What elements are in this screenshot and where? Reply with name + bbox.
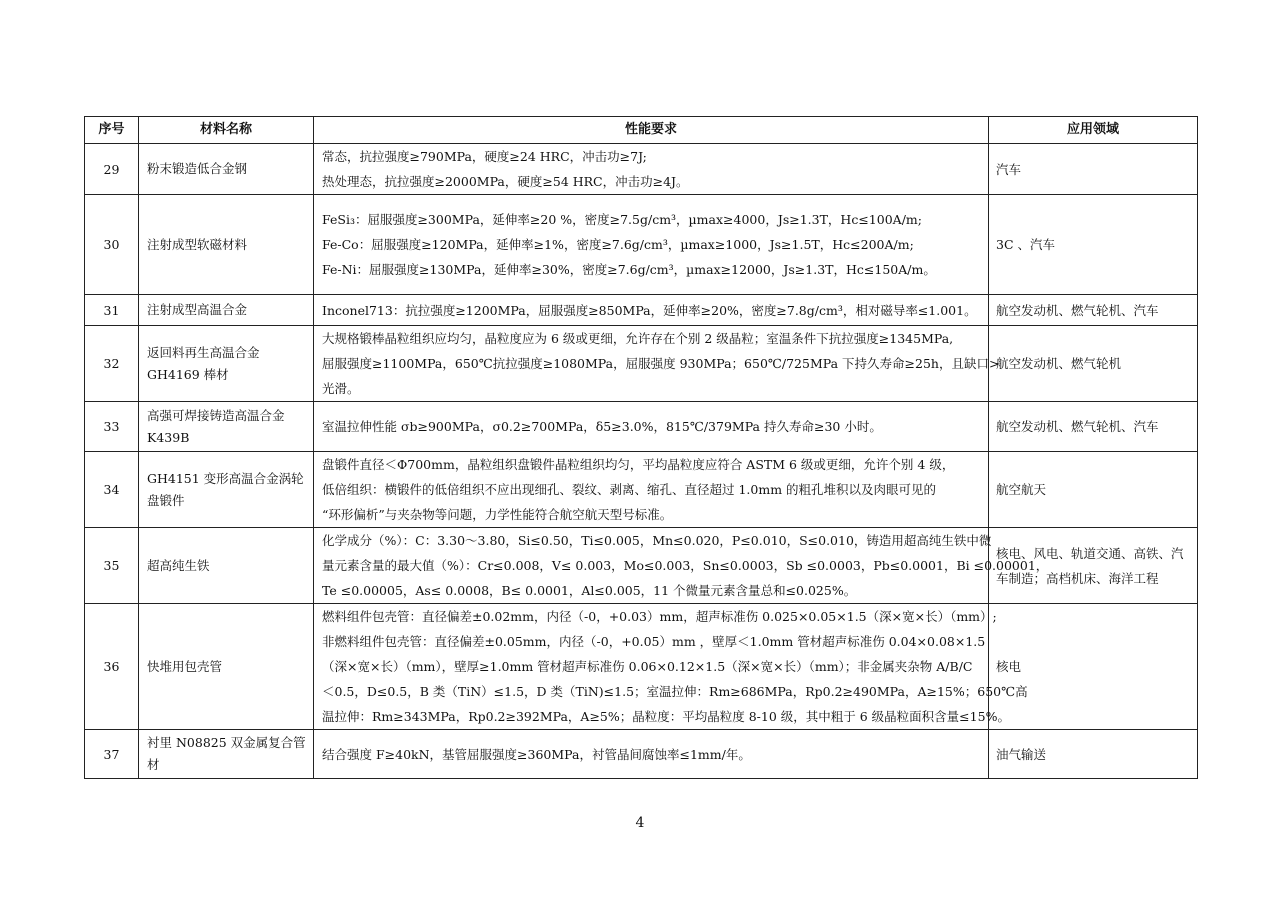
materials-table <box>84 116 1198 779</box>
performance-line: 屈服强度≥1100MPa，650℃抗拉强度≥1080MPa，屈服强度 930MPa；650℃/725MPa 下持久寿命≥25h，且缺口> <box>322 356 1000 371</box>
header-application: 应用领域 <box>989 117 1198 144</box>
performance-line: 低倍组织：横锻件的低倍组织不应出现细孔、裂纹、剥离、缩孔、直径超过 1.0mm 的粗孔堆积以及肉眼可见的 <box>322 482 937 497</box>
row-number: 34 <box>85 452 139 528</box>
row-number: 36 <box>85 604 139 730</box>
header-performance: 性能要求 <box>314 117 989 144</box>
application-field: 油气输送 <box>989 730 1198 779</box>
performance-line: Fe-Co：屈服强度≥120MPa，延伸率≥1%，密度≥7.6g/cm³，µmax≥1000，Js≥1.5T，Hc≤200A/m; <box>322 237 914 252</box>
performance-requirements <box>314 195 989 295</box>
performance-line: 大规格锻棒晶粒组织应均匀，晶粒度应为 6 级或更细，允许存在个别 2 级晶粒；室温条件下抗拉强度≥1345MPa, <box>322 331 954 346</box>
performance-requirements <box>314 730 989 779</box>
performance-requirements <box>314 326 1000 402</box>
performance-line: ＜0.5，D≤0.5，B 类（TiN）≤1.5，D 类（TiN)≤1.5；室温拉伸：Rm≥686MPa，Rp0.2≥490MPa，A≥15%；650℃高 <box>322 684 1028 699</box>
row-number: 35 <box>85 528 139 604</box>
performance-line: 光滑。 <box>322 381 360 396</box>
performance-line: 燃料组件包壳管：直径偏差±0.02mm，内径（-0，+0.03）mm，超声标准伤 0.025×0.05×1.5（深×宽×长）（mm）; <box>322 609 997 624</box>
header-material-name: 材料名称 <box>139 117 314 144</box>
performance-line: “环形偏析”与夹杂物等问题，力学性能符合航空航天型号标准。 <box>322 507 673 522</box>
application-field: 3C 、汽车 <box>989 195 1198 295</box>
application-field: 核电 <box>989 604 1198 730</box>
application-field: 航空发动机、燃气轮机、汽车 <box>989 295 1198 326</box>
table-row <box>85 195 1198 295</box>
performance-requirements <box>314 402 989 452</box>
material-name: 快堆用包壳管 <box>139 604 314 730</box>
application-field: 核电、风电、轨道交通、高铁、汽车制造；高档机床、海洋工程 <box>989 528 1198 604</box>
row-number: 37 <box>85 730 139 779</box>
performance-line: Fe-Ni：屈服强度≥130MPa，延伸率≥30%，密度≥7.6g/cm³，µmax≥12000，Js≥1.3T，Hc≤150A/m。 <box>322 262 936 277</box>
header-no: 序号 <box>85 117 139 144</box>
performance-line: 常态，抗拉强度≥790MPa，硬度≥24 HRC，冲击功≥7J; <box>322 149 647 164</box>
performance-requirements <box>314 144 989 195</box>
performance-line: 化学成分（%）：C：3.30～3.80，Si≤0.50，Ti≤0.005，Mn≤0.020，P≤0.010，S≤0.010，铸造用超高纯生铁中微 <box>322 533 992 548</box>
material-name: 注射成型高温合金 <box>139 295 314 326</box>
row-number: 33 <box>85 402 139 452</box>
performance-requirements <box>314 528 1049 604</box>
performance-requirements <box>314 452 989 528</box>
table-header-row <box>85 117 1198 144</box>
performance-line: Inconel713：抗拉强度≥1200MPa，屈服强度≥850MPa，延伸率≥20%，密度≥7.8g/cm³，相对磁导率≤1.001。 <box>322 302 977 318</box>
material-name: 粉末锻造低合金钢 <box>139 144 314 195</box>
performance-line: 室温拉伸性能 σb≥900MPa，σ0.2≥700MPa，δ5≥3.0%，815℃/379MPa 持久寿命≥30 小时。 <box>322 419 882 434</box>
material-name: 超高纯生铁 <box>139 528 314 604</box>
performance-line: 盘锻件直径＜Φ700mm，晶粒组织盘锻件晶粒组织均匀，平均晶粒度应符合 ASTM 6 级或更细，允许个别 4 级， <box>322 457 955 472</box>
row-number: 31 <box>85 295 139 326</box>
table-row <box>85 528 1198 604</box>
table-row <box>85 730 1198 779</box>
application-field: 航空发动机、燃气轮机 <box>989 326 1198 402</box>
table-row <box>85 604 1198 730</box>
page-number: 4 <box>635 815 645 831</box>
table-row <box>85 144 1198 195</box>
performance-line: 温拉伸：Rm≥343MPa，Rp0.2≥392MPa，A≥5%；晶粒度：平均晶粒度 8-10 级，其中粗于 6 级晶粒面积含量≤15%。 <box>322 709 1010 724</box>
table-row <box>85 402 1198 452</box>
material-name: 注射成型软磁材料 <box>139 195 314 295</box>
application-field: 汽车 <box>989 144 1198 195</box>
performance-line: 结合强度 F≥40kN，基管屈服强度≥360MPa，衬管晶间腐蚀率≤1mm/年。 <box>322 746 751 762</box>
material-name: 返回料再生高温合金 GH4169 棒材 <box>139 326 314 402</box>
performance-line: Te ≤0.00005，As≤ 0.0008，B≤ 0.0001，Al≤0.005，11 个微量元素含量总和≤0.025%。 <box>322 583 857 598</box>
application-field: 航空发动机、燃气轮机、汽车 <box>989 402 1198 452</box>
performance-line: 量元素含量的最大值（%）：Cr≤0.008，V≤ 0.003，Mo≤0.003，Sn≤0.0003，Sb ≤0.0003，Pb≤0.0001，Bi ≤0.00001， <box>322 558 1049 573</box>
table-row <box>85 452 1198 528</box>
row-number: 29 <box>85 144 139 195</box>
performance-line: FeSi₃：屈服强度≥300MPa，延伸率≥20 %，密度≥7.5g/cm³，µmax≥4000，Js≥1.3T，Hc≤100A/m; <box>322 212 922 227</box>
application-field: 航空航天 <box>989 452 1198 528</box>
table-row <box>85 326 1198 402</box>
row-number: 30 <box>85 195 139 295</box>
material-name: 衬里 N08825 双金属复合管材 <box>139 730 314 779</box>
performance-requirements <box>314 295 989 326</box>
performance-line: （深×宽×长）（mm），壁厚≥1.0mm 管材超声标准伤 0.06×0.12×1.5（深×宽×长）（mm）；非金属夹杂物 A/B/C <box>322 659 973 674</box>
table-row <box>85 295 1198 326</box>
performance-line: 热处理态，抗拉强度≥2000MPa，硬度≥54 HRC，冲击功≥4J。 <box>322 174 689 189</box>
material-name: 高强可焊接铸造高温合金 K439B <box>139 402 314 452</box>
row-number: 32 <box>85 326 139 402</box>
performance-line: 非燃料组件包壳管：直径偏差±0.05mm，内径（-0，+0.05）mm ，壁厚＜1.0mm 管材超声标准伤 0.04×0.08×1.5 <box>322 634 986 649</box>
material-name: GH4151 变形高温合金涡轮盘锻件 <box>139 452 314 528</box>
